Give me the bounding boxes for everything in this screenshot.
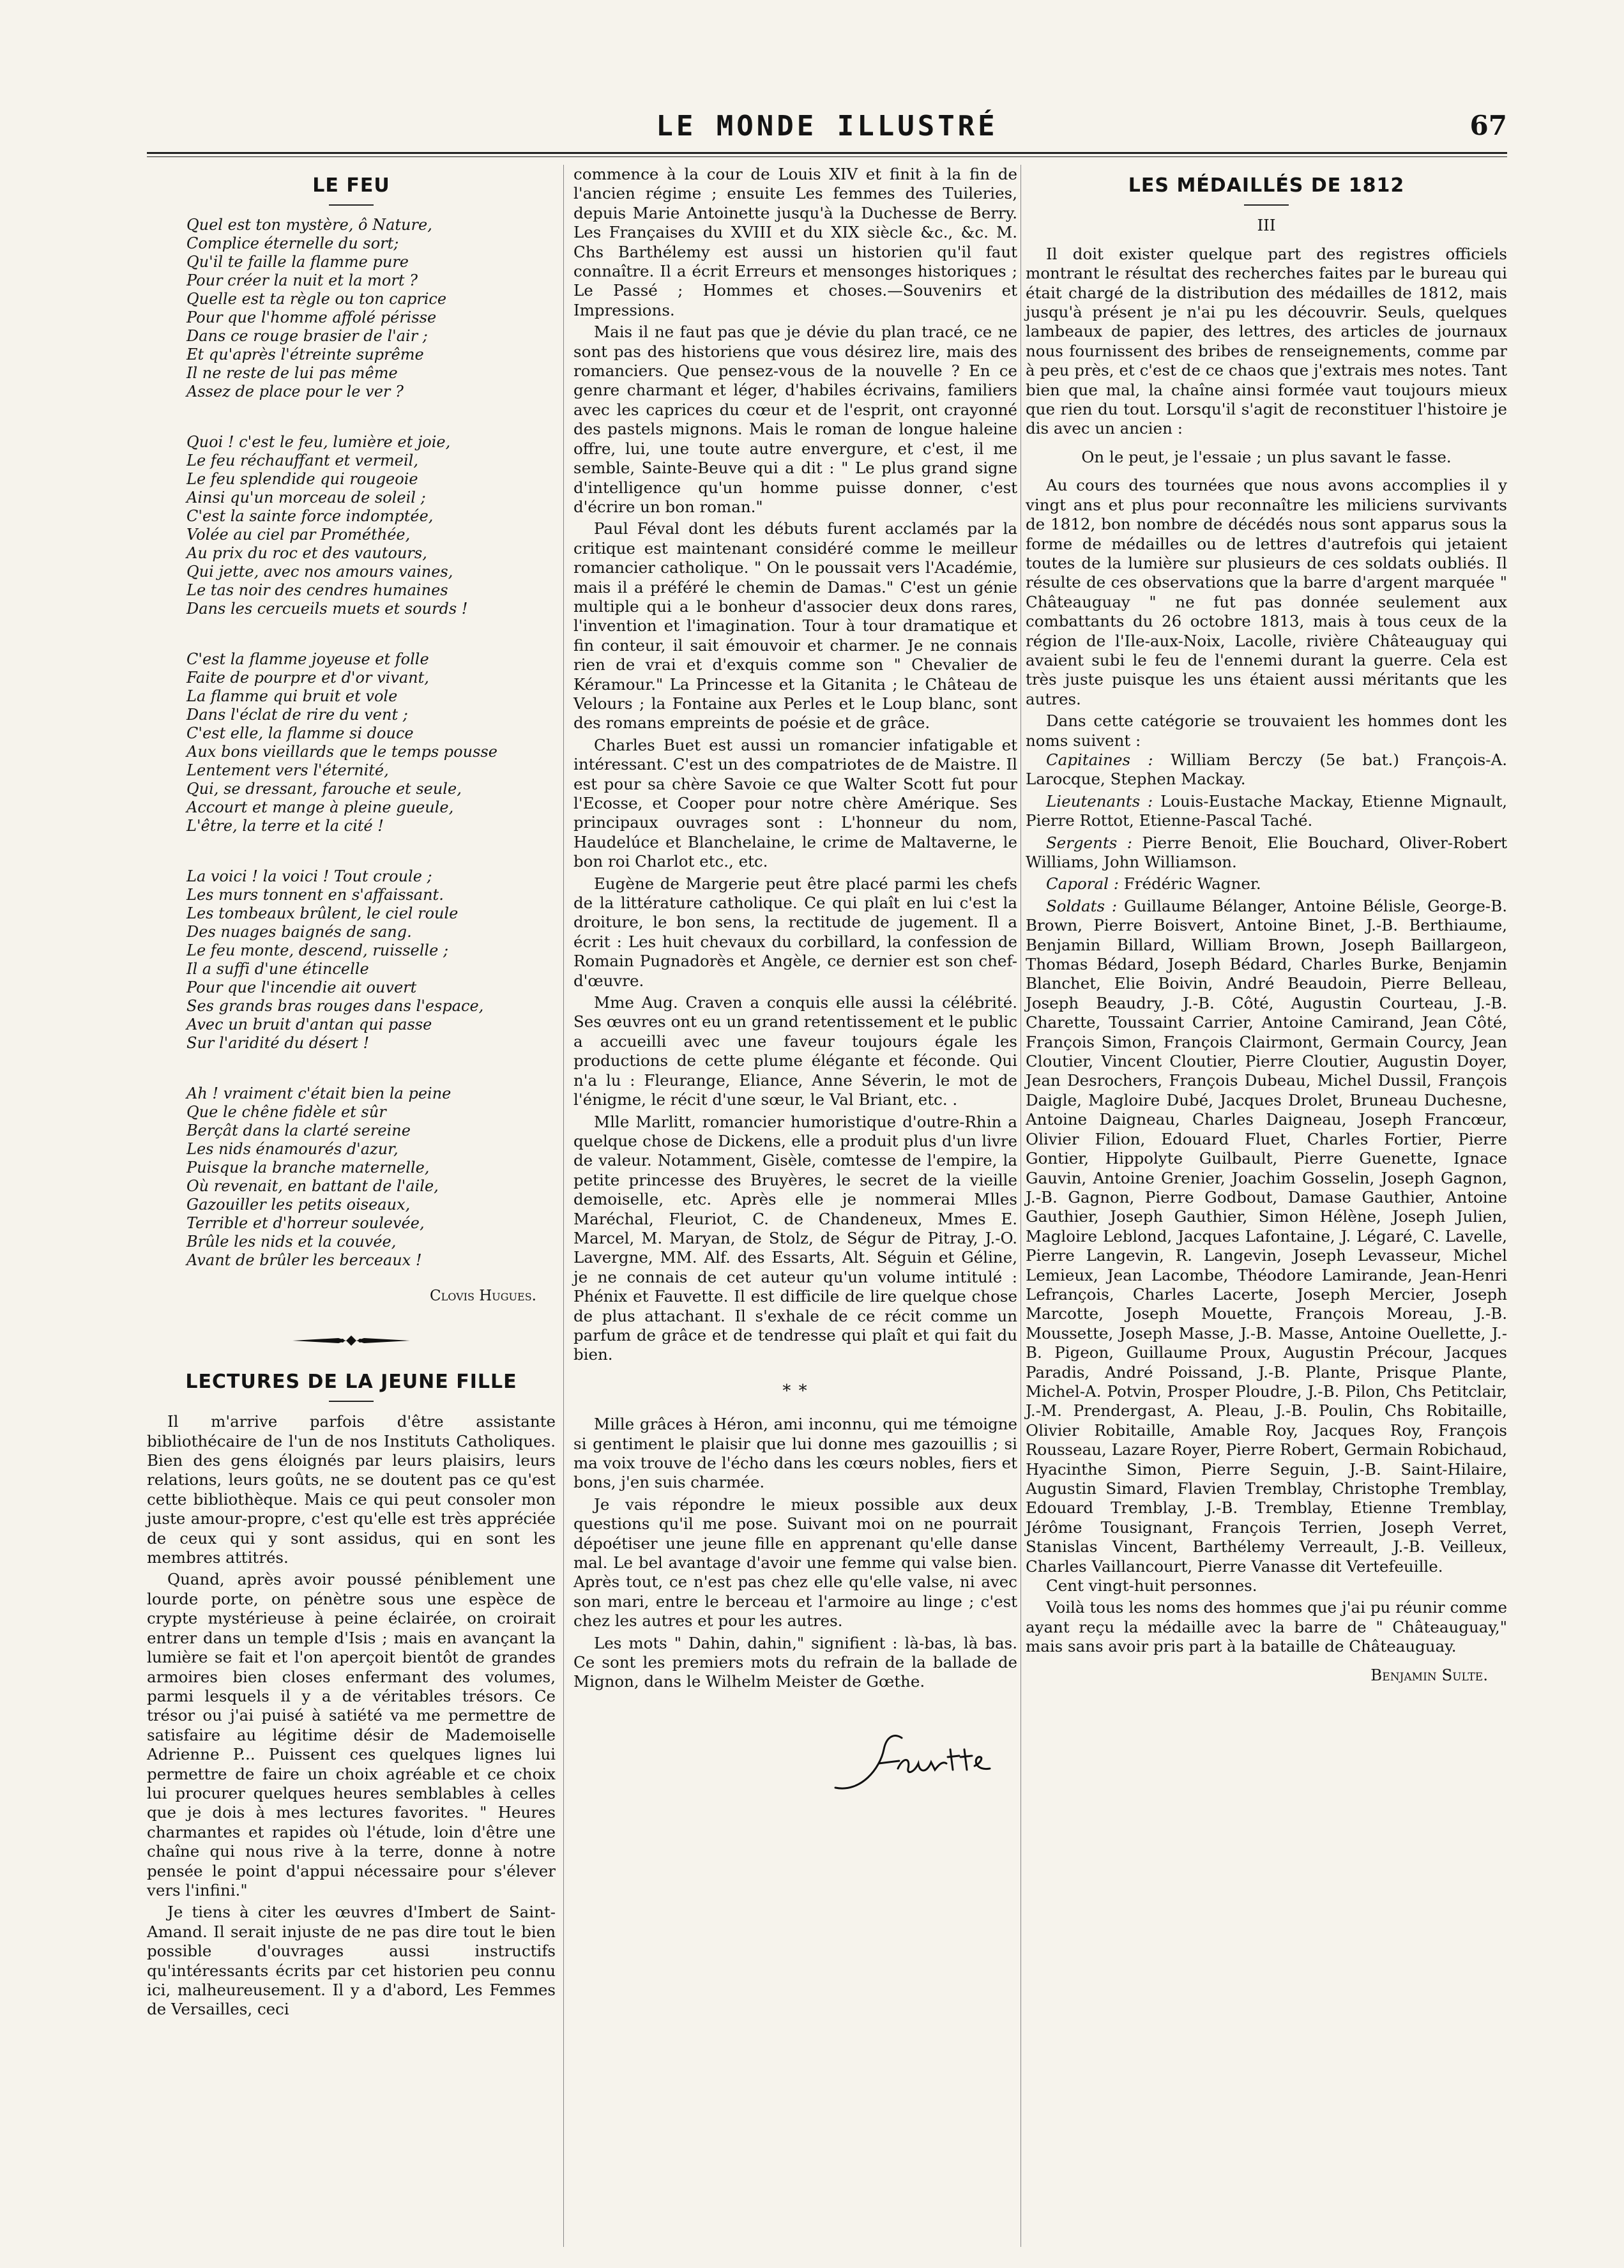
rank-label: Capitaines : [1046, 750, 1153, 769]
roster-entry [1026, 874, 1507, 894]
verse-line: La flamme qui bruit et vole [186, 687, 398, 706]
verse-line: Puisque la branche maternelle, [186, 1159, 430, 1177]
paragraph: commence à la cour de Louis XIV et finit à la fin de l'ancien régime ; ensuite Les femmes des Tuileries, depuis Marie Antoinette jusqu'à la Duchesse de Berry. Les Françaises du XVIII et du XIX siècle &c., &c. M. Chs Barthélemy est aussi un historien qu'il faut connaître. Il a écrit Erreurs et mensonges historiques ; Le Passé ; Hommes et choses.—Souvenirs et Impressions. [573, 165, 1017, 319]
verse-line: Volée au ciel par Prométhée, [186, 526, 411, 544]
rank-names: Pierre Benoit, Elie Bouchard, Oliver-Robert Williams, John Williamson. [1026, 833, 1507, 871]
paragraph: Mais il ne faut pas que je dévie du plan tracé, ce ne sont pas des historiens que vous désirez lire, mais des romanciers. Que pensez-vous de la nouvelle ? En ce genre charmant et léger, d'habiles écrivains, familiers avec les caprices du cœur et de l'esprit, ont crayonné des pastels mignons. Mais le roman de longue haleine offre, lui, une toute autre envergure, et c'est, il me semble, Sainte-Beuve qui a dit : " Le plus grand signe d'intelligence qu'un homme puisse donner, c'est d'écrire un bon roman." [573, 323, 1017, 516]
verse-line: Accourt et mange à pleine gueule, [186, 798, 454, 817]
verse-line: Au prix du roc et des vautours, [186, 544, 427, 563]
poem [147, 216, 556, 1270]
verse-line: Pour que l'homme affolé périsse [186, 308, 437, 327]
page-number: 67 [1469, 110, 1507, 141]
verse-line: Les nids énamourés d'azur, [186, 1140, 398, 1159]
paragraph: Les mots " Dahin, dahin," signifient : là-bas, là bas. Ce sont les premiers mots du refrain de la ballade de Mignon, dans le Wilhelm Meister de Gœthe. [573, 1633, 1017, 1691]
poem-author: Clovis Hugues. [430, 1288, 536, 1305]
paragraph: Il doit exister quelque part des registres officiels montrant le résultat des recherches faites par le bureau qui était chargé de la distribution des médailles de 1812, mais jusqu'à présent je n'ai pu les découvrir. Seuls, quelques lambeaux de papier, des lettres, des articles de journaux nous fournissent des bribes de renseignements, comme par à peu près, et c'est de ce chaos que j'extrais mes notes. Tant bien que mal, la chaîne ainsi formée vaut toujours mieux que rien du tout. Lorsqu'il s'agit de reconstituer l'histoire je dis avec un ancien : [1026, 244, 1507, 438]
paragraph: Quand, après avoir poussé péniblement une lourde porte, on pénètre sous une espèce de crypte mystérieuse à peine éclairée, on croirait entrer dans un temple d'Isis ; mais en avançant la lumière se fait et l'on aperçoit bientôt de grandes armoires bien closes enfermant des volumes, parmi lesquels il y a de véritables trésors. Ce trésor ou j'ai puisé à satiété va me permettre de satisfaire au légitime désir de Mademoiselle Adrienne P... Puissent ces quelques lignes lui permettre de faire un choix agréable et ce choix lui procurer quelques heures semblables à celles que je dois à mes lectures favorites. " Heures charmantes et rapides où l'étude, loin d'être une chaîne qui nous rive à la terre, donne à notre pensée le point d'appui nécessaire pour s'élever vers l'infini." [147, 1570, 556, 1899]
column-3 [1026, 165, 1507, 1685]
paragraph: Voilà tous les noms des hommes que j'ai pu réunir comme ayant reçu la médaille avec la barre de " Châteauguay," mais sans avoir pris part à la bataille de Châteauguay. [1026, 1598, 1507, 1656]
paragraph: Paul Féval dont les débuts furent acclamés par la critique est maintenant considéré comme le meilleur romancier catholique. " On le poussait vers l'Académie, mais il a préféré le chemin de Damas." C'est un génie multiple qui a le bonheur d'associer deux dons rares, l'invention et l'imagination. Tour à tour dramatique et fin conteur, il sait émouvoir et charmer. Je ne connais rien de vrai et d'exquis comme son " Chevalier de Kéramour." La Princesse et la Gitanita ; le Château de Velours ; la Fontaine aux Perles et le Loup blanc, sont des romans empreints de poésie et de grâce. [573, 519, 1017, 733]
article-title: LES MÉDAILLÉS DE 1812 [1128, 174, 1405, 197]
handwritten-signature [823, 1724, 1008, 1800]
verse-line: Le feu réchauffant et vermeil, [186, 452, 418, 470]
verse-line: Assez de place pour le ver ? [186, 383, 404, 401]
title-rule [329, 204, 374, 206]
paragraph: Au cours des tournées que nous avons accomplies il y vingt ans et plus pour reconnaître les miliciens survivants de 1812, bon nombre de décédés nous sont apparus sous la forme de médailles ou de lettres d'autrefois qui jetaient toutes de la lumière sur plusieurs de ces soldats oubliés. Il résulte de ces observations que la barre d'argent marquée " Châteauguay " ne fut pas donnée seulement aux combattants du 26 octobre 1813, mais à tous ceux de la région de l'Ile-aux-Noix, Lacolle, rivière Châteauguay qui avaient subi le feu de l'ennemi durant la guerre. Cela est très juste puisque les uns étaient aussi méritants que les autres. [1026, 476, 1507, 708]
verse-line: L'être, la terre et la cité ! [186, 817, 384, 835]
verse-line: Sur l'aridité du désert ! [186, 1034, 370, 1053]
verse-line: Le feu splendide qui rougeoie [186, 470, 418, 489]
verse-line: Quelle est ta règle ou ton caprice [186, 290, 447, 308]
verse-line: Et qu'après l'étreinte suprême [186, 346, 424, 364]
verse-line: Ah ! vraiment c'était bien la peine [186, 1085, 452, 1103]
stanza [186, 1085, 556, 1270]
paragraph: Dans cette catégorie se trouvaient les hommes dont les noms suivent : [1026, 712, 1507, 750]
verse-line: Qui, se dressant, farouche et seule, [186, 780, 462, 798]
article-title: LECTURES DE LA JEUNE FILLE [185, 1370, 517, 1393]
verse-line: Complice éternelle du sort; [186, 234, 399, 253]
header-rule-thin [147, 156, 1507, 157]
poem-title: LE FEU [312, 174, 390, 197]
rank-label: Lieutenants : [1046, 791, 1153, 811]
masthead [147, 107, 1507, 152]
rank-names: Louis-Eustache Mackay, Etienne Mignault, Pierre Rottot, Etienne-Pascal Taché. [1026, 791, 1507, 830]
verse-line: Avant de brûler les berceaux ! [186, 1251, 422, 1270]
stanza [186, 867, 556, 1053]
article-part-number: III [1257, 216, 1276, 235]
verse-line: Ses grands bras rouges dans l'espace, [186, 997, 484, 1016]
verse-line: Que le chêne fidèle et sûr [186, 1103, 386, 1122]
paragraph: Charles Buet est aussi un romancier infatigable et intéressant. C'est un des compatriotes de de Maistre. Il est pour sa chère Savoie ce que Walter Scott fut pour l'Ecosse, et Cooper pour notre chère Amérique. Ses principaux ouvrages sont : L'honneur du nom, Haudelúce et Blanchelaine, le crime de Maltaverne, le bon roi Charlot etc., etc. [573, 735, 1017, 871]
verse-line: La voici ! la voici ! Tout croule ; [186, 867, 432, 886]
rank-label: Sergents : [1046, 833, 1132, 852]
verse-line: Avec un bruit d'antan qui passe [186, 1016, 432, 1034]
verse-line: Pour que l'incendie ait ouvert [186, 978, 417, 997]
rank-names: Guillaume Bélanger, Antoine Bélisle, George-B. Brown, Pierre Boisvert, Antoine Binet, J.-B. Berthiaume, Benjamin Billard, William Brown, Joseph Baillargeon, Thomas Bédard, Joseph Bédard, Charles Burke, Benjamin Blanchet, Elie Boivin, André Beaudoin, Pierre Belleau, Joseph Beaudry, J.-B. Côté, Augustin Courteau, J.-B. Charette, Toussaint Carrier, Antoine Camirand, Jean Côté, François Simon, François Clairmont, Germain Courcy, Jean Cloutier, Vincent Cloutier, Pierre Cloutier, Augustin Doyer, Jean Desrochers, François Dubeau, Michel Dussil, François Daigle, Magloire Dubé, Jacques Drolet, Bruneau Duchesne, Antoine Daigneau, Charles Daigneau, Joseph Francœur, Olivier Filion, Edouard Fluet, Charles Fortier, Pierre Gontier, Hippolyte Guilbault, Pierre Guenette, Ignace Gauvin, Antoine Grenier, Joachim Gosselin, Joseph Gagnon, J.-B. Gagnon, Pierre Godbout, Damase Gauthier, Antoine Gauthier, Joseph Gauthier, Simon Hélène, Joseph Julien, Magloire Leblond, Jacques Lafontaine, J. Légaré, C. Lavelle, Pierre Langevin, R. Langevin, Joseph Levasseur, Michel Lemieux, Jean Lacombe, Théodore Lamirande, Jean-Henri Lefrançois, Charles Lacerte, Joseph Mercier, Joseph Marcotte, Joseph Mouette, François Moreau, J.-B. Moussette, Joseph Masse, J.-B. Masse, Antoine Ouellette, J.-B. Pigeon, Guillaume Proux, Augustin Précour, Jacques Paradis, André Poissand, J.-B. Plante, Prisque Plante, Michel-A. Potvin, Prosper Ploudre, J.-B. Pilon, Chs Petitclair, J.-M. Prendergast, A. Pleau, J.-B. Poulin, Chs Robitaille, Olivier Robitaille, Amable Roy, Jacques Roy, François Rousseau, Lazare Royer, Pierre Robert, Germain Robichaud, Hyacinthe Simon, Pierre Seguin, J.-B. Saint-Hilaire, Augustin Simard, Flavien Tremblay, Christophe Tremblay, Edouard Tremblay, J.-B. Tremblay, Etienne Tremblay, Jérôme Tousignant, François Terrien, Joseph Verret, Stanislas Vincent, Barthélemy Verreault, J.-B. Veilleux, Charles Vaillancourt, Pierre Vanasse dit Vertefeuille. [1026, 896, 1507, 1576]
verse-line: Le tas noir des cendres humaines [186, 581, 448, 600]
verse-line: C'est la flamme joyeuse et folle [186, 650, 429, 669]
stanza [186, 650, 556, 835]
stanza [186, 433, 556, 618]
header-rule-thick [147, 152, 1507, 154]
rank-label: Caporal : [1046, 874, 1119, 894]
paragraph: Cent vingt-huit personnes. [1046, 1576, 1257, 1595]
stanza [186, 216, 556, 401]
verse-line: C'est la sainte force indomptée, [186, 507, 434, 526]
verse-line: Gazouiller les petits oiseaux, [186, 1196, 411, 1214]
verse-line: Dans ce rouge brasier de l'air ; [186, 327, 428, 346]
roster-entry [1026, 792, 1507, 831]
verse-line: Les tombeaux brûlent, le ciel roule [186, 904, 459, 923]
verse-line: Qui jette, avec nos amours vaines, [186, 563, 453, 581]
verse-line: Qu'il te faille la flamme pure [186, 253, 409, 271]
verse-line: Des nuages baignés de sang. [186, 923, 412, 941]
paragraph: Mille grâces à Héron, ami inconnu, qui me témoigne si gentiment le plaisir que lui donne mes gazouillis ; si ma voix trouve de l'écho dans les cœurs nobles, fiers et bons, j'en suis charmée. [573, 1415, 1017, 1492]
column-1 [147, 165, 556, 2020]
column-divider-1 [563, 165, 564, 2247]
verse-line: Il a suffi d'une étincelle [186, 960, 369, 978]
verse-line: Berçât dans la clarté sereine [186, 1122, 411, 1140]
verse-line: Aux bons vieillards que le temps pousse [186, 743, 497, 761]
paragraph: Il m'arrive parfois d'être assistante bibliothécaire de l'un de nos Instituts Catholiques. Bien des gens éloignés par leurs plaisirs, leurs relations, leurs goûts, ne se doutent pas ce qu'est cette bibliothèque. Mais ce qui peut consoler mon juste amour-propre, c'est qu'elle est très appréciée de ceux qui y sont assidus, qui en sont les membres attitrés. [147, 1412, 556, 1567]
rank-names: William Berczy (5e bat.) François-A. Larocque, Stephen Mackay. [1026, 750, 1507, 789]
title-rule [1244, 204, 1289, 206]
roster-entry [1026, 897, 1507, 1576]
column-2 [573, 165, 1017, 1800]
newspaper-title: LE MONDE ILLUSTRÉ [656, 110, 998, 142]
verse-line: Brûle les nids et la couvée, [186, 1233, 397, 1251]
paragraph: Mlle Marlitt, romancier humoristique d'outre-Rhin a quelque chose de Dickens, elle a produit plus d'un livre de valeur. Notamment, Gisèle, comtesse de l'empire, la petite princesse des Bruyères, le secret de la vieille demoiselle, etc. Après elle je nommerai Mlles Maréchal, Fleuriot, C. de Chandeneux, Mmes E. Marcel, M. Maryan, de Stolz, de Ségur de Pitray, J.-O. Lavergne, MM. Alf. des Essarts, Alt. Séguin et Géline, je ne connais de cet auteur qu'un volume intitulé : Phénix et Fauvette. Il est difficile de lire quelque chose de plus attachant. Il s'exhale de ce récit comme un parfum de grâce et de tendresse qui plaît et qui fait du bien. [573, 1112, 1017, 1364]
verse-line: Dans l'éclat de rire du vent ; [186, 706, 408, 724]
article-author: Benjamin Sulte. [1370, 1665, 1488, 1684]
verse-line: Faite de pourpre et d'or vivant, [186, 669, 429, 687]
verse-line: Les murs tonnent en s'affaissant. [186, 886, 444, 904]
verse-line: Quel est ton mystère, ô Nature, [186, 216, 432, 234]
article-title-rule [329, 1401, 374, 1402]
roster-entry [1026, 750, 1507, 789]
verse-line: C'est elle, la flamme si douce [186, 724, 414, 743]
roster [1026, 750, 1507, 1576]
roster-entry [1026, 833, 1507, 872]
paragraph: Je tiens à citer les œuvres d'Imbert de Saint-Amand. Il serait injuste de ne pas dire tout le bien possible d'ouvrages aussi instructifs qu'intéressants écrits par cet historien peu connu ici, malheureusement. Il y a d'abord, Les Femmes de Versailles, ceci [147, 1903, 556, 2019]
rank-label: Soldats : [1046, 896, 1118, 915]
paragraph: Mme Aug. Craven a conquis elle aussi la célébrité. Ses œuvres ont eu un grand retentissement et le public a accueilli avec une faveur toujours égale les productions de cette plume élégante et féconde. Qui n'a lu : Fleurange, Eliance, Anne Séverin, le mot de l'énigme, le récit d'une sœur, le Val Briant, etc. . [573, 993, 1017, 1109]
paragraph: Eugène de Margerie peut être placé parmi les chefs de la littérature catholique. Ce qui plaît en lui c'est la droiture, le bon sens, la rectitude de jugement. Il a écrit : Les huit chevaux du corbillard, la confession de Romain Pugnadorès et Angèle, ce dernier est son chef-d'œuvre. [573, 874, 1017, 990]
verse-line: Il ne reste de lui pas même [186, 364, 398, 383]
verse-line: Ainsi qu'un morceau de soleil ; [186, 489, 426, 507]
verse-line: Pour créer la nuit et la mort ? [186, 271, 418, 290]
quotation: On le peut, je l'essaie ; un plus savant le fasse. [1081, 447, 1452, 466]
verse-line: Dans les cercueils muets et sourds ! [186, 600, 468, 618]
ornament-divider-icon [287, 1333, 415, 1348]
paragraph: Je vais répondre le mieux possible aux deux questions qu'il me pose. Suivant moi on ne pourrait dépoétiser une jeune fille en apprenant qu'elle danse mal. Le bel avantage d'avoir une femme qui valse bien. Après tout, ce n'est pas chez elle qu'elle valse, ni avec son mari, entre le berceau et l'armoire au linge ; c'est chez les autres et pour les autres. [573, 1495, 1017, 1631]
verse-line: Terrible et d'horreur soulevée, [186, 1214, 425, 1233]
rank-names: Frédéric Wagner. [1123, 874, 1261, 894]
section-separator: * * [782, 1381, 808, 1401]
verse-line: Le feu monte, descend, ruisselle ; [186, 941, 449, 960]
verse-line: Quoi ! c'est le feu, lumière et joie, [186, 433, 451, 452]
verse-line: Lentement vers l'éternité, [186, 761, 389, 780]
verse-line: Où revenait, en battant de l'aile, [186, 1177, 439, 1196]
